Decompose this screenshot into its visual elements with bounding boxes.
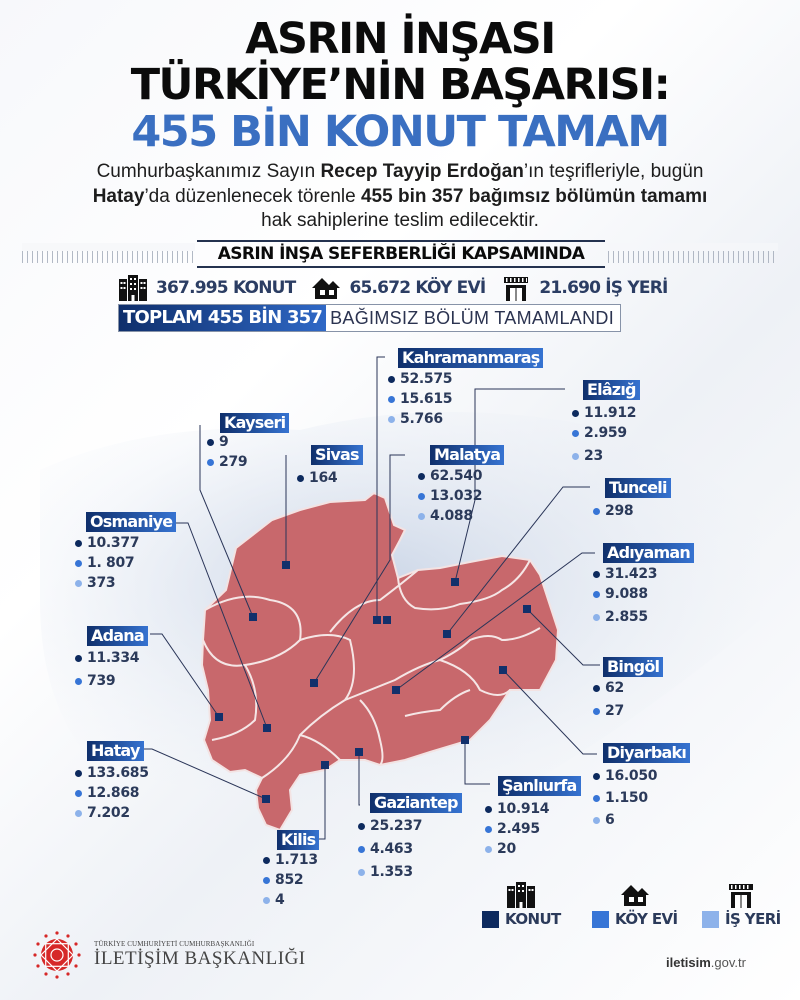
site-domain: iletisim bbox=[666, 955, 711, 970]
shop-storefront-icon bbox=[501, 275, 531, 301]
subtitle-text: Cumhurbaşkanımız Sayın bbox=[96, 161, 321, 182]
koy-evi-dot bbox=[485, 826, 492, 833]
is-yeri-dot bbox=[75, 810, 82, 817]
is-yeri-value: 20 bbox=[497, 841, 516, 857]
province-label-diyarbakir: Diyarbakı bbox=[603, 743, 690, 763]
koy-evi-dot bbox=[75, 678, 82, 685]
konut-dot bbox=[297, 475, 304, 482]
koy-evi-value: 4.463 bbox=[370, 841, 413, 857]
konut-value: 133.685 bbox=[87, 765, 149, 781]
province-values-adiyaman bbox=[593, 564, 657, 627]
legend-item-is-yeri bbox=[702, 882, 781, 928]
subtitle-line-2 bbox=[0, 185, 800, 209]
total-banner bbox=[118, 304, 621, 332]
title-line-2: TÜRKİYE’NİN BAŞARISI: bbox=[130, 60, 670, 110]
subtitle-text: ’da düzenlenecek törenle bbox=[144, 186, 361, 207]
legend-item-koy-evi bbox=[592, 882, 678, 928]
koy-evi-dot bbox=[593, 795, 600, 802]
subtitle-text: ’ın teşrifleriyle, bugün bbox=[523, 161, 704, 182]
is-yeri-total: 21.690 İŞ YERİ bbox=[539, 278, 668, 298]
province-label-kilis: Kilis bbox=[277, 830, 319, 850]
koy-evi-value: 1.150 bbox=[605, 790, 648, 806]
province-label-sivas: Sivas bbox=[311, 445, 363, 465]
website-link[interactable] bbox=[666, 955, 746, 970]
subtitle-bold-city: Hatay bbox=[92, 186, 145, 207]
konut-swatch bbox=[482, 911, 499, 928]
presidency-emblem-icon bbox=[32, 930, 82, 980]
province-values-hatay bbox=[75, 763, 149, 823]
apartment-building-icon bbox=[118, 275, 148, 301]
is-yeri-value: 4 bbox=[275, 892, 285, 908]
title-line-3: 455 BİN KONUT TAMAM bbox=[131, 107, 669, 157]
site-tld: .gov.tr bbox=[710, 955, 746, 970]
village-house-icon bbox=[311, 275, 341, 301]
konut-dot bbox=[358, 823, 365, 830]
koy-evi-dot bbox=[75, 560, 82, 567]
koy-evi-dot bbox=[593, 591, 600, 598]
koy-evi-value: 2.495 bbox=[497, 821, 540, 837]
konut-dot bbox=[75, 770, 82, 777]
is-yeri-value: 5.766 bbox=[400, 411, 443, 427]
koy-evi-value: 27 bbox=[605, 703, 624, 719]
konut-dot bbox=[207, 439, 214, 446]
apartment-building-icon bbox=[506, 882, 536, 908]
province-values-sivas bbox=[297, 468, 337, 488]
konut-value: 1.713 bbox=[275, 852, 318, 868]
konut-value: 25.237 bbox=[370, 818, 423, 834]
koy-evi-dot bbox=[388, 396, 395, 403]
konut-dot bbox=[75, 540, 82, 547]
konut-value: 10.914 bbox=[497, 801, 550, 817]
is-yeri-swatch bbox=[702, 911, 719, 928]
konut-dot bbox=[593, 571, 600, 578]
konut-dot bbox=[418, 473, 425, 480]
konut-dot bbox=[263, 857, 270, 864]
subtitle-line-1 bbox=[0, 160, 800, 184]
province-label-osmaniye: Osmaniye bbox=[86, 512, 176, 532]
koy-evi-total: 65.672 KÖY EVİ bbox=[349, 278, 486, 298]
ruler-decoration-left bbox=[22, 243, 195, 263]
campaign-banner: ASRIN İNŞA SEFERBERLİĞİ KAPSAMINDA bbox=[197, 240, 605, 268]
legend-label-koy-evi: KÖY EVİ bbox=[615, 910, 678, 928]
province-label-tunceli: Tunceli bbox=[605, 478, 671, 498]
is-yeri-value: 2.855 bbox=[605, 609, 648, 625]
org-logo bbox=[32, 930, 306, 980]
summary-stats bbox=[118, 274, 688, 302]
subtitle-line-3: hak sahiplerine teslim edilecektir. bbox=[261, 210, 539, 231]
province-label-kayseri: Kayseri bbox=[220, 413, 289, 433]
is-yeri-value: 373 bbox=[87, 575, 116, 591]
koy-evi-value: 9.088 bbox=[605, 586, 648, 602]
province-values-adana bbox=[75, 648, 139, 691]
province-label-adiyaman: Adıyaman bbox=[603, 543, 694, 563]
province-label-sanliurfa: Şanlıurfa bbox=[498, 776, 581, 796]
legend-item-konut bbox=[482, 882, 561, 928]
province-values-elazig bbox=[572, 403, 636, 466]
koy-evi-dot bbox=[358, 846, 365, 853]
koy-evi-dot bbox=[418, 493, 425, 500]
konut-dot bbox=[572, 410, 579, 417]
is-yeri-dot bbox=[75, 580, 82, 587]
is-yeri-dot bbox=[388, 416, 395, 423]
title-line-1: ASRIN İNŞASI bbox=[245, 14, 555, 64]
koy-evi-value: 1. 807 bbox=[87, 555, 135, 571]
province-label-bingol: Bingöl bbox=[603, 657, 663, 677]
koy-evi-swatch bbox=[592, 911, 609, 928]
province-values-malatya bbox=[418, 466, 482, 526]
total-description: BAĞIMSIZ BÖLÜM TAMAMLANDI bbox=[326, 305, 620, 331]
konut-value: 11.912 bbox=[584, 405, 637, 421]
konut-value: 52.575 bbox=[400, 371, 453, 387]
is-yeri-dot bbox=[572, 453, 579, 460]
koy-evi-value: 2.959 bbox=[584, 425, 627, 441]
is-yeri-value: 1.353 bbox=[370, 864, 413, 880]
is-yeri-dot bbox=[485, 846, 492, 853]
koy-evi-value: 852 bbox=[275, 872, 304, 888]
konut-dot bbox=[593, 773, 600, 780]
province-values-bingol bbox=[593, 678, 624, 721]
koy-evi-value: 15.615 bbox=[400, 391, 453, 407]
is-yeri-dot bbox=[358, 869, 365, 876]
province-values-sanliurfa bbox=[485, 799, 549, 859]
is-yeri-dot bbox=[263, 897, 270, 904]
org-name: İLETİŞİM BAŞKANLIĞI bbox=[94, 948, 306, 969]
is-yeri-dot bbox=[593, 614, 600, 621]
subtitle-bold-count: 455 bin 357 bağımsız bölümün tamamı bbox=[360, 186, 708, 207]
province-values-osmaniye bbox=[75, 533, 139, 593]
is-yeri-value: 4.088 bbox=[430, 508, 473, 524]
konut-value: 9 bbox=[219, 434, 229, 450]
legend bbox=[452, 882, 782, 942]
province-values-gaziantep bbox=[358, 816, 422, 882]
village-house-icon bbox=[617, 882, 653, 908]
konut-dot bbox=[485, 806, 492, 813]
koy-evi-dot bbox=[593, 508, 600, 515]
konut-value: 11.334 bbox=[87, 650, 140, 666]
koy-evi-dot bbox=[75, 790, 82, 797]
province-label-malatya: Malatya bbox=[430, 445, 504, 465]
legend-label-is-yeri: İŞ YERİ bbox=[725, 910, 781, 928]
konut-value: 62.540 bbox=[430, 468, 483, 484]
is-yeri-value: 7.202 bbox=[87, 805, 130, 821]
province-label-adana: Adana bbox=[87, 626, 148, 646]
org-name-small: TÜRKİYE CUMHURİYETİ CUMHURBAŞKANLIĞI bbox=[94, 940, 255, 948]
konut-value: 16.050 bbox=[605, 768, 658, 784]
koy-evi-dot bbox=[593, 708, 600, 715]
province-values-diyarbakir bbox=[593, 766, 657, 830]
total-highlight: TOPLAM 455 BİN 357 bbox=[119, 305, 326, 331]
konut-dot bbox=[75, 655, 82, 662]
koy-evi-value: 12.868 bbox=[87, 785, 140, 801]
province-label-hatay: Hatay bbox=[87, 741, 144, 761]
province-values-kayseri bbox=[207, 432, 247, 472]
koy-evi-value: 13.032 bbox=[430, 488, 483, 504]
province-label-kahramanmaras: Kahramanmaraş bbox=[398, 348, 543, 368]
konut-value: 164 bbox=[309, 470, 338, 486]
konut-dot bbox=[593, 685, 600, 692]
province-values-kahramanmaras bbox=[388, 369, 452, 429]
koy-evi-value: 298 bbox=[605, 503, 634, 519]
ruler-decoration-right bbox=[608, 243, 778, 263]
is-yeri-dot bbox=[418, 513, 425, 520]
koy-evi-dot bbox=[263, 877, 270, 884]
is-yeri-dot bbox=[593, 817, 600, 824]
konut-value: 31.423 bbox=[605, 566, 658, 582]
koy-evi-dot bbox=[572, 430, 579, 437]
province-values-kilis bbox=[263, 850, 318, 910]
province-label-elazig: Elâzığ bbox=[583, 380, 640, 400]
konut-value: 62 bbox=[605, 680, 624, 696]
konut-dot bbox=[388, 376, 395, 383]
shop-storefront-icon bbox=[726, 882, 756, 908]
koy-evi-value: 279 bbox=[219, 454, 248, 470]
koy-evi-dot bbox=[207, 459, 214, 466]
province-label-gaziantep: Gaziantep bbox=[370, 793, 462, 813]
konut-value: 10.377 bbox=[87, 535, 140, 551]
konut-total: 367.995 KONUT bbox=[156, 278, 296, 298]
legend-label-konut: KONUT bbox=[505, 910, 561, 928]
is-yeri-value: 6 bbox=[605, 812, 615, 828]
subtitle-bold-name: Recep Tayyip Erdoğan bbox=[320, 161, 524, 182]
koy-evi-value: 739 bbox=[87, 673, 116, 689]
is-yeri-value: 23 bbox=[584, 448, 603, 464]
province-values-tunceli bbox=[593, 501, 633, 521]
